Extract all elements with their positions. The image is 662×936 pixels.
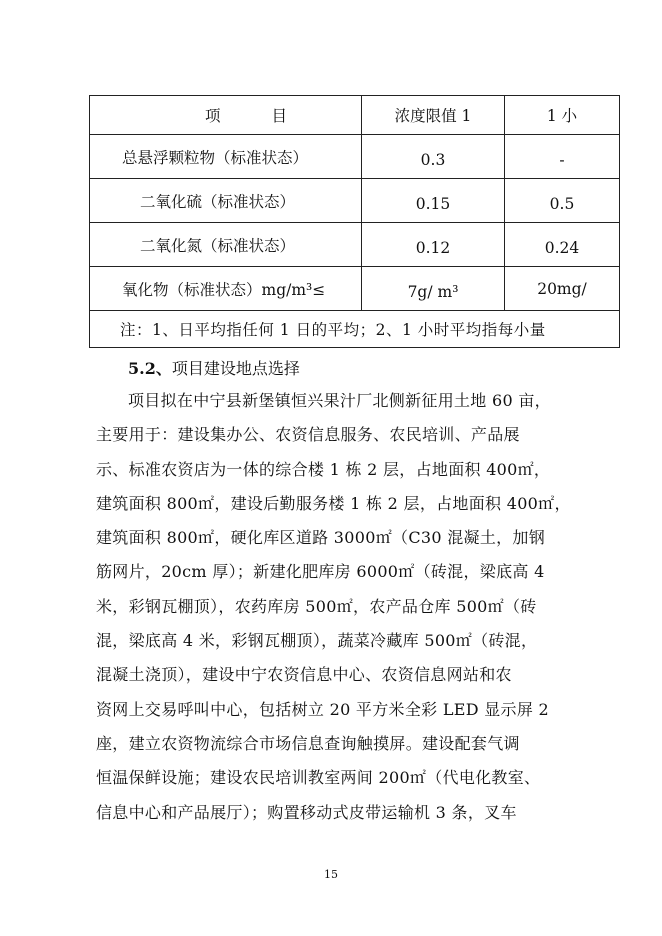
- hourly-limit-value: 0.24: [505, 223, 620, 267]
- table-note: 注：1、日平均指任何 1 日的平均；2、1 小时平均指每小量: [90, 311, 620, 348]
- table-row: [90, 267, 620, 311]
- paragraph-line: 混，梁底高 4 米，彩钢瓦棚顶），蔬菜冷藏库 500㎡（砖混，: [96, 631, 538, 651]
- pollutant-name: 二氧化硫（标准状态）: [90, 179, 362, 223]
- table-row: [90, 223, 620, 267]
- paragraph-line: 资网上交易呼叫中心，包括树立 20 平方米全彩 LED 显示屏 2: [96, 699, 550, 719]
- table-row: [90, 179, 620, 223]
- paragraph-line: 座，建立农资物流综合市场信息查询触摸屏。建设配套气调: [96, 733, 520, 753]
- table-note-row: [90, 311, 620, 348]
- page-number: 15: [324, 868, 338, 881]
- pollutant-name: 二氧化氮（标准状态）: [90, 223, 362, 267]
- paragraph-line: 信息中心和产品展厅）；购置移动式皮带运输机 3 条，叉车: [96, 802, 517, 822]
- hourly-limit-value: 20mg/: [505, 267, 620, 311]
- table-row: [90, 135, 620, 179]
- hourly-limit-value: -: [505, 135, 620, 179]
- daily-limit-value: 0.15: [362, 179, 505, 223]
- header-hour-cell: 1 小: [505, 96, 620, 135]
- daily-limit-value: 0.12: [362, 223, 505, 267]
- header-item-cell: 项 目: [90, 96, 362, 135]
- section-title: 项目建设地点选择: [171, 359, 300, 378]
- air-quality-standard-table: [89, 95, 620, 348]
- section-number: 5.2、: [128, 359, 172, 378]
- paragraph-line: 米，彩钢瓦棚顶），农药库房 500㎡，农产品仓库 500㎡（砖: [96, 596, 537, 616]
- paragraph-line: 建筑面积 800㎡，建设后勤服务楼 1 栋 2 层，占地面积 400㎡，: [96, 493, 571, 513]
- paragraph-line: 混凝土浇顶），建设中宁农资信息中心、农资信息网站和农: [96, 665, 512, 685]
- body-paragraph: [96, 384, 576, 830]
- paragraph-line: 筋网片，20cm 厚）；新建化肥库房 6000㎡（砖混，梁底高 4: [96, 562, 545, 582]
- daily-limit-value: 7g/ m³: [362, 267, 505, 311]
- hourly-limit-value: 0.5: [505, 179, 620, 223]
- paragraph-line: 项目拟在中宁县新堡镇恒兴果汁厂北侧新征用土地 60 亩，: [128, 391, 551, 410]
- paragraph-line: 恒温保鲜设施；建设农民培训教室两间 200㎡（代电化教室、: [96, 768, 541, 788]
- paragraph-line: 主要用于：建设集办公、农资信息服务、农民培训、产品展: [96, 425, 520, 445]
- pollutant-name: 总悬浮颗粒物（标准状态）: [90, 135, 362, 179]
- section-heading: [128, 356, 300, 379]
- pollutant-name: 氧化物（标准状态）mg/m³≤: [90, 267, 362, 311]
- paragraph-line: 示、标准农资店为一体的综合楼 1 栋 2 层，占地面积 400㎡，: [96, 459, 551, 479]
- paragraph-line: 建筑面积 800㎡，硬化库区道路 3000㎡（C30 混凝土，加钢: [96, 528, 546, 548]
- table-header-row: [90, 96, 620, 135]
- header-limit-cell: 浓度限值 1: [362, 96, 505, 135]
- daily-limit-value: 0.3: [362, 135, 505, 179]
